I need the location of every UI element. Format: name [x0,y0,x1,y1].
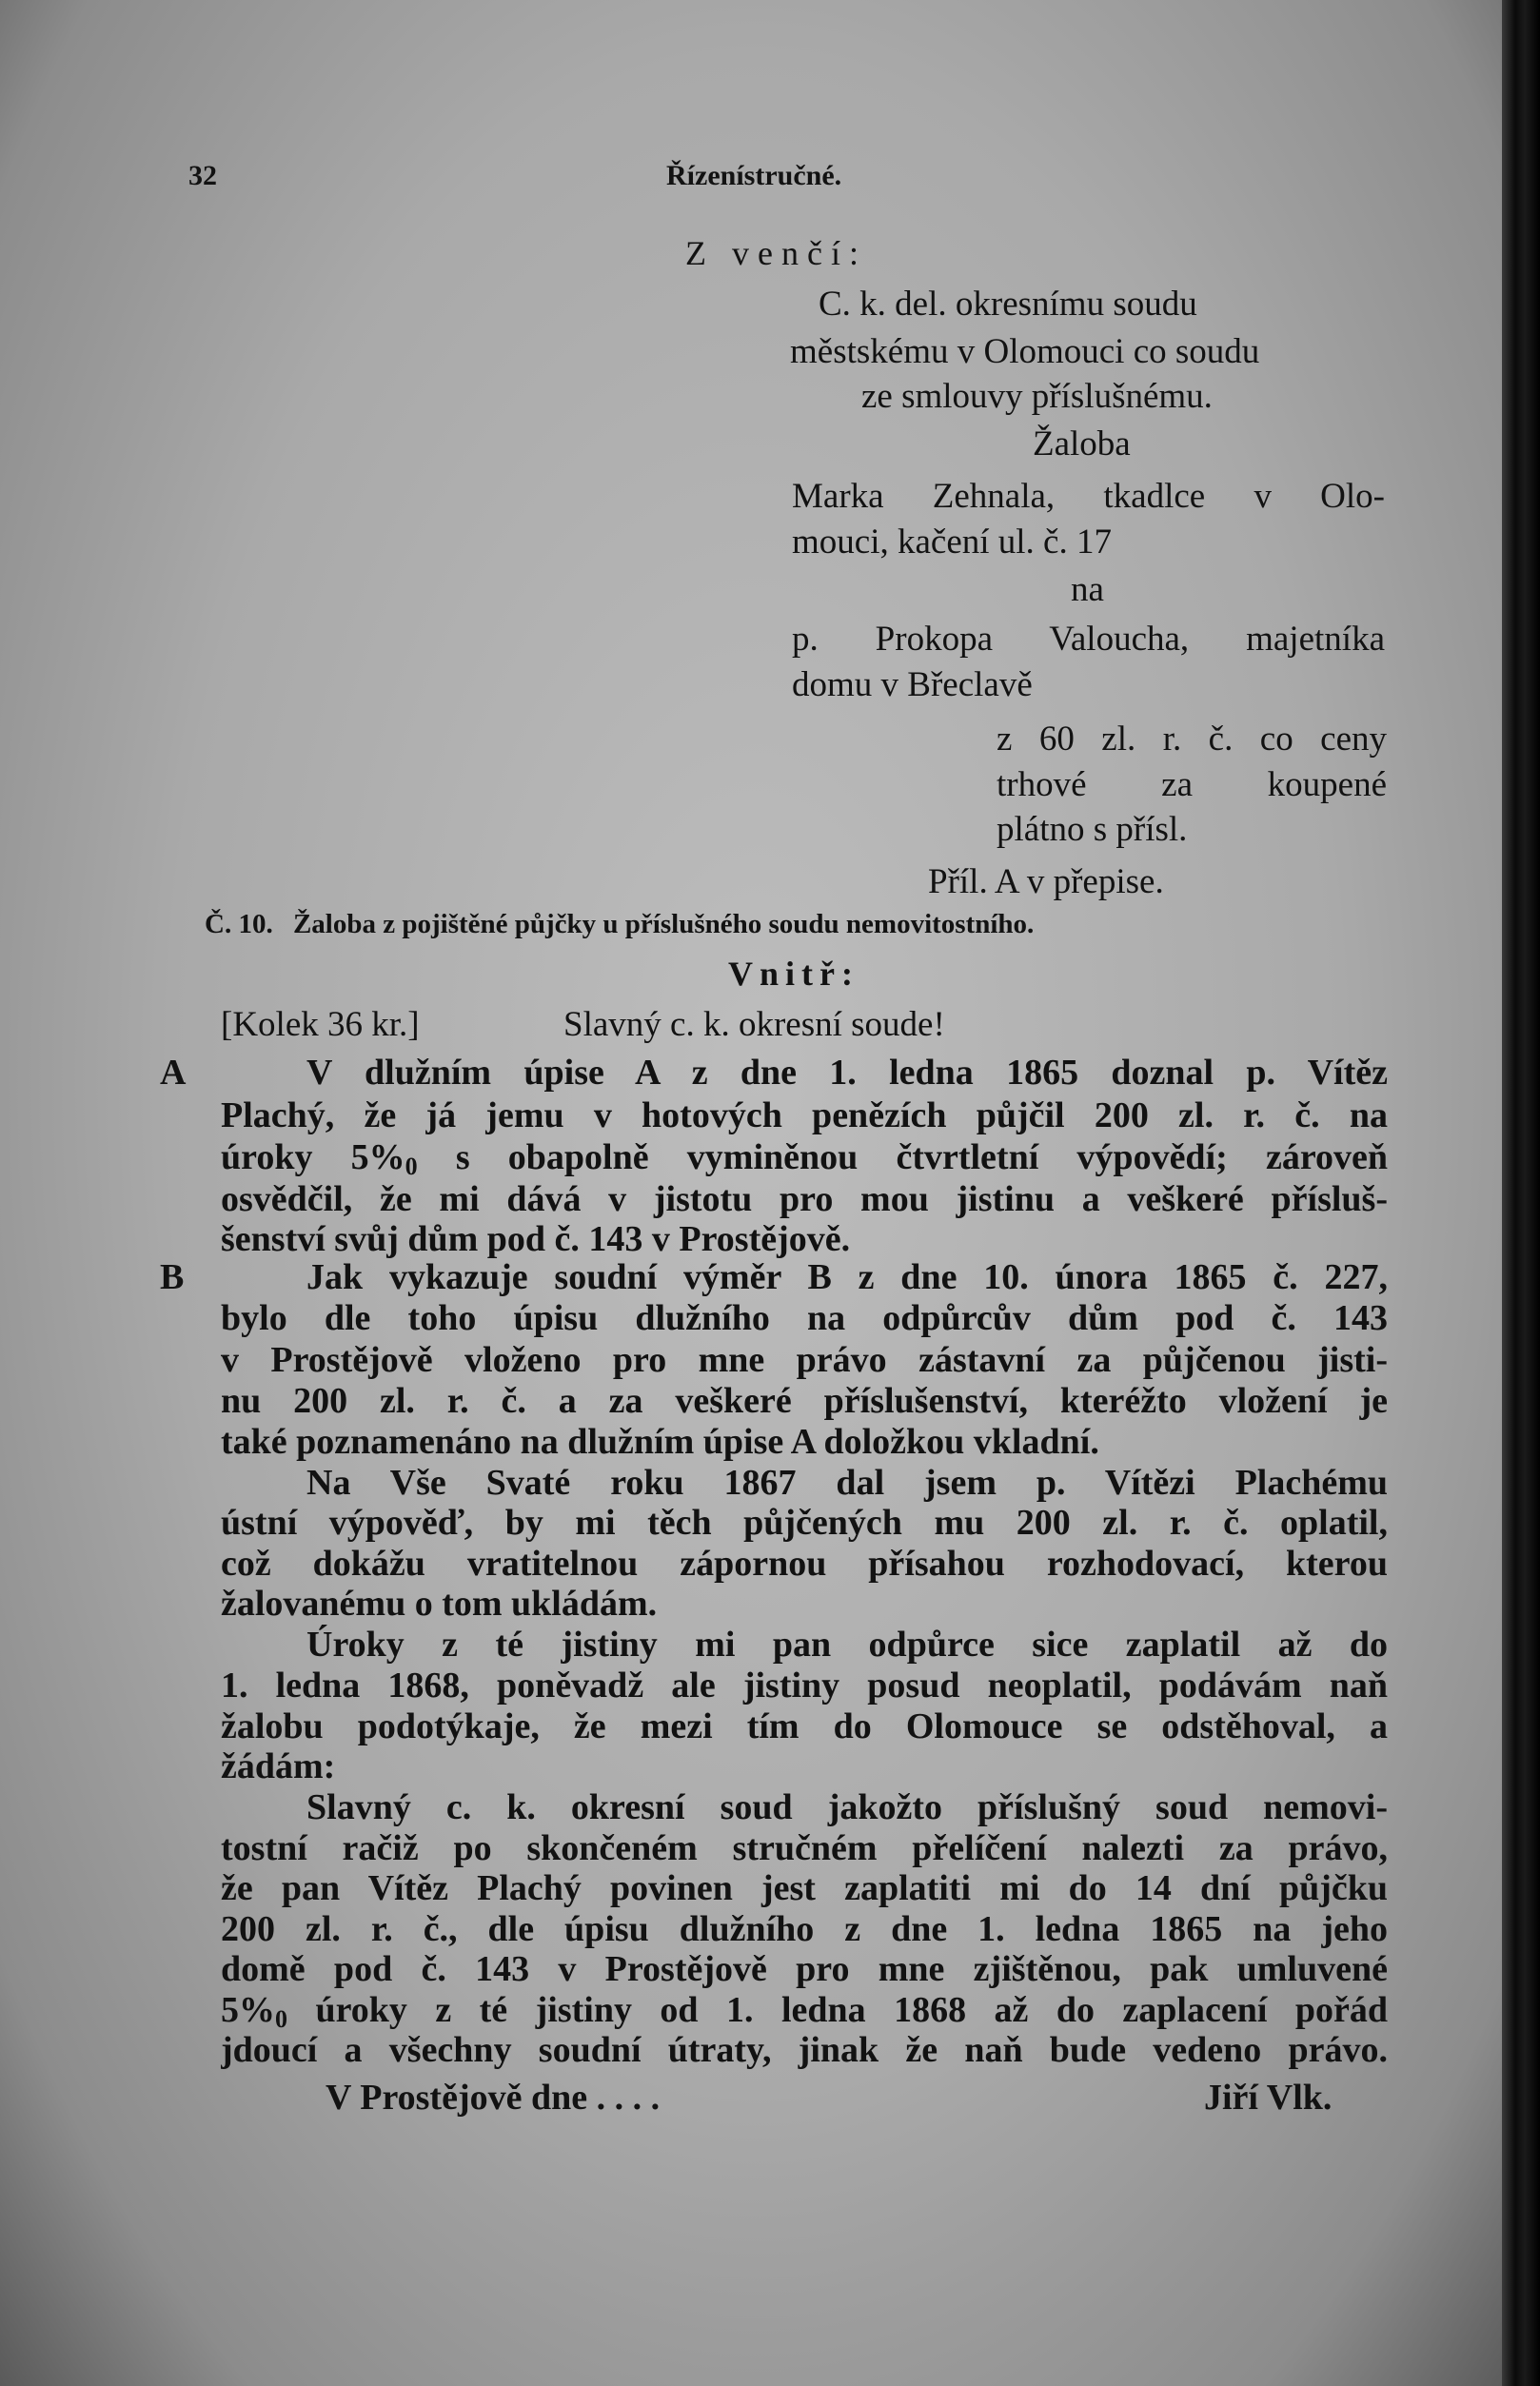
claim-line-2: trhové za koupené [997,765,1387,804]
doc-type: Žaloba [1033,424,1131,463]
body-line-23: domě pod č. 143 v Prostějově pro mne zjištěnou, pak umluvené [221,1949,1388,1989]
body-line-9: nu 200 zl. r. č. a za veškeré příslušenství, kteréžto vložení je [221,1381,1388,1421]
body-line-7: bylo dle toho úpisu dlužního na odpůrcův dům pod č. 143 [221,1298,1388,1338]
plaintiff-line-2: mouci, kačení ul. č. 17 [792,523,1112,562]
section-number: Č. 10. [205,909,273,939]
body-line-13: což dokážu vratitelnou zápornou přísahou rozhodovací, kterou [221,1544,1388,1584]
body-line-19: Slavný c. k. okresní soud jakožto příslušný soud nemovi- [306,1787,1388,1827]
claim-line-1: z 60 zl. r. č. co ceny [997,720,1387,759]
court-line-3: ze smlouvy příslušnému. [861,377,1213,416]
body-line-11: Na Vše Svaté roku 1867 dal jsem p. Vítězi Plachému [306,1463,1388,1503]
book-edge-shadow [1502,0,1540,2386]
body-line-4: osvědčil, že mi dává v jistotu pro mou jistinu a veškeré přísluš- [221,1179,1388,1219]
body-line-22: 200 zl. r. č., dle úpisu dlužního z dne 1. ledna 1865 na jeho [221,1909,1388,1949]
margin-mark-a: A [160,1053,187,1093]
salutation: Slavný c. k. okresní soude! [563,1005,945,1044]
body-line-10: také poznamenáno na dlužním úpise A doložkou vkladní. [221,1422,1099,1462]
body-line-21: že pan Vítěz Plachý povinen jest zaplatiti mi do 14 dní půjčku [221,1868,1388,1908]
revenue-stamp: [Kolek 36 kr.] [221,1005,420,1044]
body-line-5: šenství svůj dům pod č. 143 v Prostějově. [221,1219,851,1259]
body-line-2: Plachý, že já jemu v hotových penězích půjčil 200 zl. r. č. na [221,1095,1388,1135]
running-title: Řízenístručné. [666,160,842,191]
body-line-6: Jak vykazuje soudní výměr B z dne 10. února 1865 č. 227, [306,1257,1388,1297]
body-line-18: žádám: [221,1746,336,1786]
place-date: V Prostějově dne . . . . [326,2078,661,2118]
attachment-note: Příl. A v přepise. [928,862,1164,901]
inner-label: Vnitř: [728,955,859,993]
court-line-1: C. k. del. okresnímu soudu [819,285,1197,324]
outer-label: Z venčí: [685,234,867,272]
body-line-15: Úroky z té jistiny mi pan odpůrce sice zaplatil až do [306,1625,1388,1665]
body-line-17: žalobu podotýkaje, že mezi tím do Olomouce se odstěhoval, a [221,1706,1388,1746]
claim-line-3: plátno s přísl. [997,810,1188,849]
court-line-2: městskému v Olomouci co soudu [790,332,1260,371]
body-line-24: $5\%_0$ úroky z té jistiny od 1. ledna 1868 až do zaplacení pořád [221,1990,1388,2033]
body-line-8: v Prostějově vloženo pro mne právo zástavní za půjčenou jisti- [221,1340,1388,1380]
against: na [1071,570,1104,609]
body-line-20: tostní račiž po skončeném stručném přelíčení nalezti za právo, [221,1828,1388,1868]
body-line-25: jdoucí a všechny soudní útraty, jinak že naň bude vedeno právo. [221,2030,1388,2070]
plaintiff-line-1: Marka Zehnala, tkadlce v Olo- [792,477,1385,516]
defendant-line-1: p. Prokopa Valoucha, majetníka [792,620,1385,659]
margin-mark-b: B [160,1257,185,1297]
section-heading [205,909,1385,940]
body-line-14: žalovanému o tom ukládám. [221,1584,658,1624]
body-line-3: úroky $5\%_0$ s obapolně vyminěnou čtvrtletní výpovědí; zároveň [221,1137,1388,1180]
body-line-16: 1. ledna 1868, poněvadž ale jistiny posud neoplatil, podávám naň [221,1666,1388,1706]
section-title: Žaloba z pojištěné půjčky u příslušného soudu nemovitostního. [292,909,1035,939]
page-number: 32 [188,160,217,191]
body-line-12: ústní výpověď, by mi těch půjčených mu 200 zl. r. č. oplatil, [221,1503,1388,1543]
body-line-1: V dlužním úpise A z dne 1. ledna 1865 doznal p. Vítěz [306,1053,1388,1093]
signature: Jiří Vlk. [1204,2078,1333,2118]
book-page [152,143,1418,2284]
defendant-line-2: domu v Břeclavě [792,665,1033,704]
